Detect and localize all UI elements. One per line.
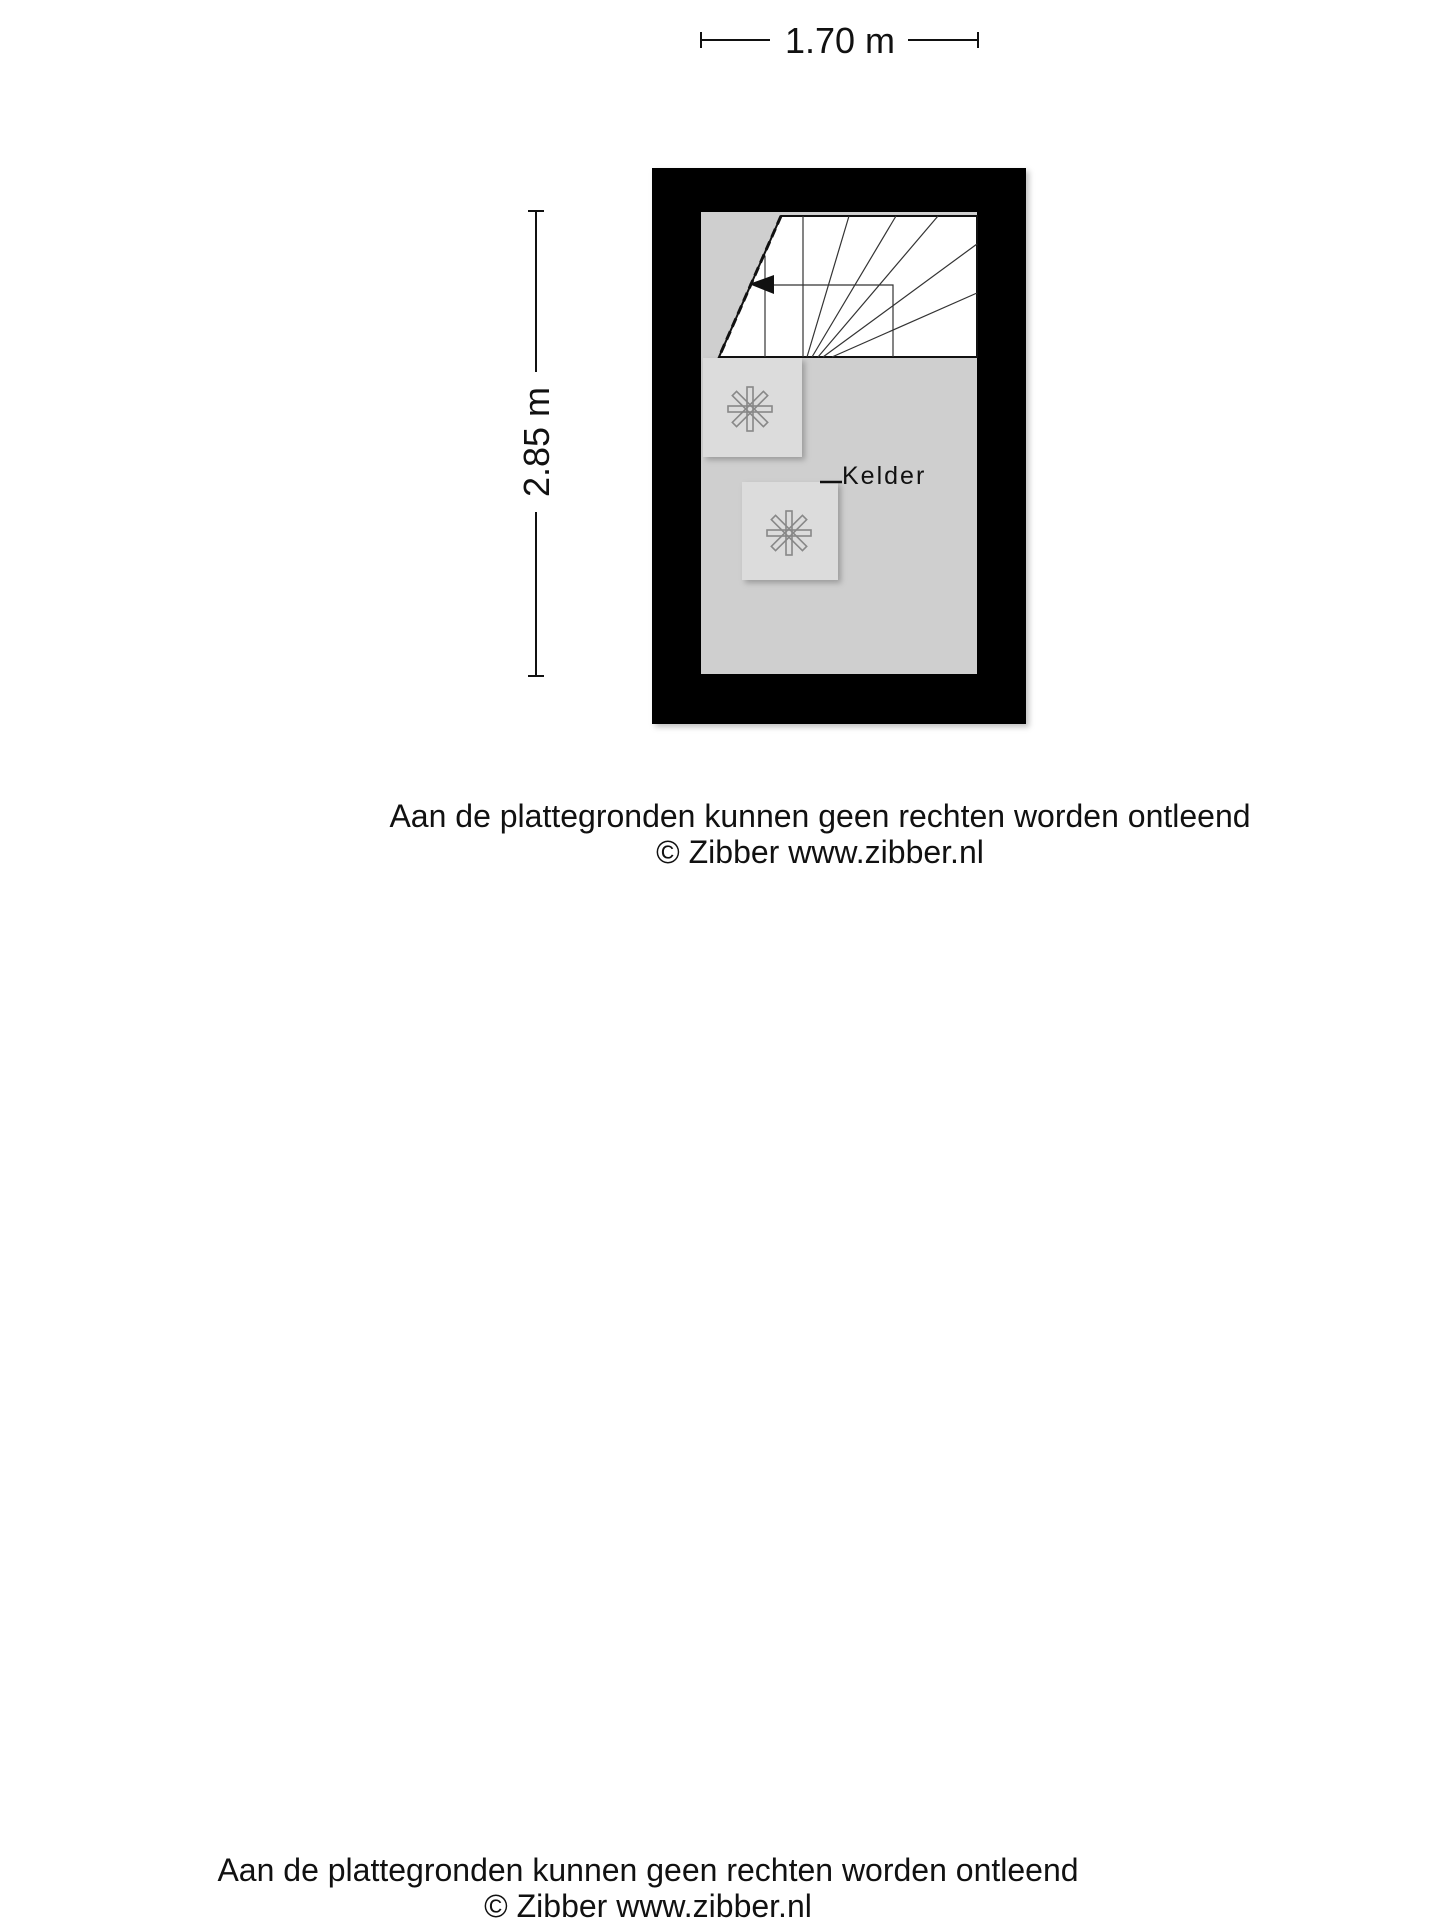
disclaimer-block-top — [372, 798, 1268, 870]
copyright-text: © Zibber www.zibber.nl — [484, 1888, 812, 1924]
floor-drain-1 — [703, 358, 802, 457]
copyright-text: © Zibber www.zibber.nl — [656, 834, 984, 870]
height-label: 2.85 m — [516, 386, 557, 498]
room-label: Kelder — [842, 462, 927, 490]
width-label: 1.70 m — [784, 20, 896, 61]
disclaimer-text: Aan de plattegronden kunnen geen rechten worden ontleend — [217, 1852, 1079, 1888]
floor-drain-2 — [742, 482, 838, 580]
disclaimer-text: Aan de plattegronden kunnen geen rechten worden ontleend — [389, 798, 1251, 834]
floorplan-drawing — [0, 0, 1440, 760]
disclaimer-block-bottom — [200, 1852, 1096, 1924]
